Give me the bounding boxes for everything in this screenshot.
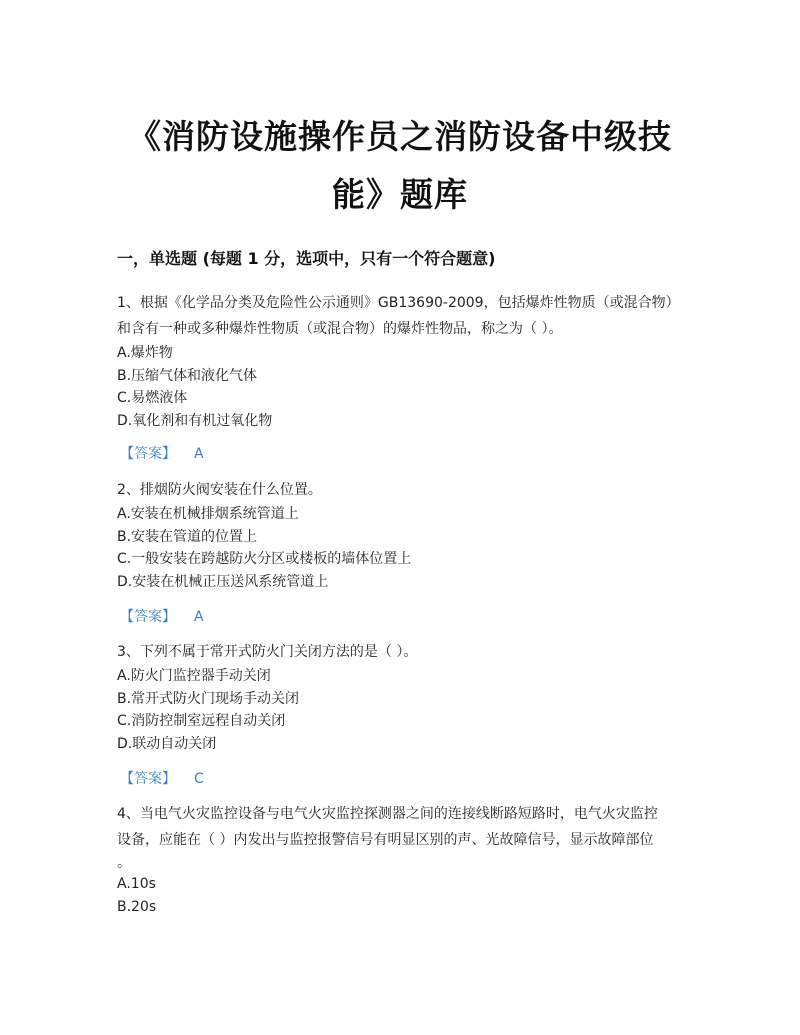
answer-label: 【答案】 <box>120 446 176 462</box>
answer-2 <box>120 606 204 626</box>
option-a: A.安装在机械排烟系统管道上 <box>117 506 299 522</box>
answer-1 <box>120 443 204 463</box>
question-4 <box>117 801 677 918</box>
question-stem: 4、当电气火灾监控设备与电气火灾监控探测器之间的连接线断路短路时，电气火灾监控 <box>117 806 658 822</box>
option-a: A.防火门监控器手动关闭 <box>117 668 271 684</box>
option-d: D.氧化剂和有机过氧化物 <box>117 412 273 429</box>
document-title <box>110 108 690 224</box>
answer-3 <box>120 768 204 788</box>
section-heading: 一，单选题 (每题 1 分，选项中，只有一个符合题意) <box>117 249 496 268</box>
answer-value: A <box>194 609 204 625</box>
question-1 <box>117 290 680 432</box>
answer-label: 【答案】 <box>120 771 176 787</box>
answer-value: C <box>194 771 204 787</box>
option-c: C.一般安装在跨越防火分区或楼板的墙体位置上 <box>117 551 412 567</box>
option-a: A.10s <box>117 876 156 892</box>
question-stem: 3、下列不属于常开式防火门关闭方法的是（ ）。 <box>117 644 418 660</box>
option-d: D.联动自动关闭 <box>117 735 217 752</box>
option-a: A.爆炸物 <box>117 345 173 361</box>
question-stem: 设备，应能在（ ）内发出与监控报警信号有明显区别的声、光故障信号，显示故障部位 <box>117 832 654 848</box>
option-c: C.易燃液体 <box>117 390 188 406</box>
question-stem: 2、排烟防火阀安装在什么位置。 <box>117 482 322 498</box>
document-title-line-2: 能》题库 <box>332 175 468 214</box>
option-b: B.安装在管道的位置上 <box>117 528 258 545</box>
question-stem: 。 <box>117 855 131 871</box>
answer-label: 【答案】 <box>120 609 176 625</box>
question-stem: 和含有一种或多种爆炸性物质（或混合物）的爆炸性物品，称之为（ ）。 <box>117 321 563 337</box>
option-b: B.20s <box>117 898 157 915</box>
option-b: B.压缩气体和液化气体 <box>117 367 258 384</box>
option-d: D.安装在机械正压送风系统管道上 <box>117 573 329 590</box>
document-title-line-1: 《消防设施操作员之消防设备中级技 <box>128 117 672 156</box>
answer-value: A <box>194 446 204 462</box>
option-b: B.常开式防火门现场手动关闭 <box>117 690 300 707</box>
question-3 <box>117 639 677 755</box>
question-2 <box>117 477 677 593</box>
option-c: C.消防控制室远程自动关闭 <box>117 713 286 729</box>
question-stem: 1、根据《化学品分类及危险性公示通则》GB13690-2009，包括爆炸性物质（或混合物） <box>117 295 680 311</box>
